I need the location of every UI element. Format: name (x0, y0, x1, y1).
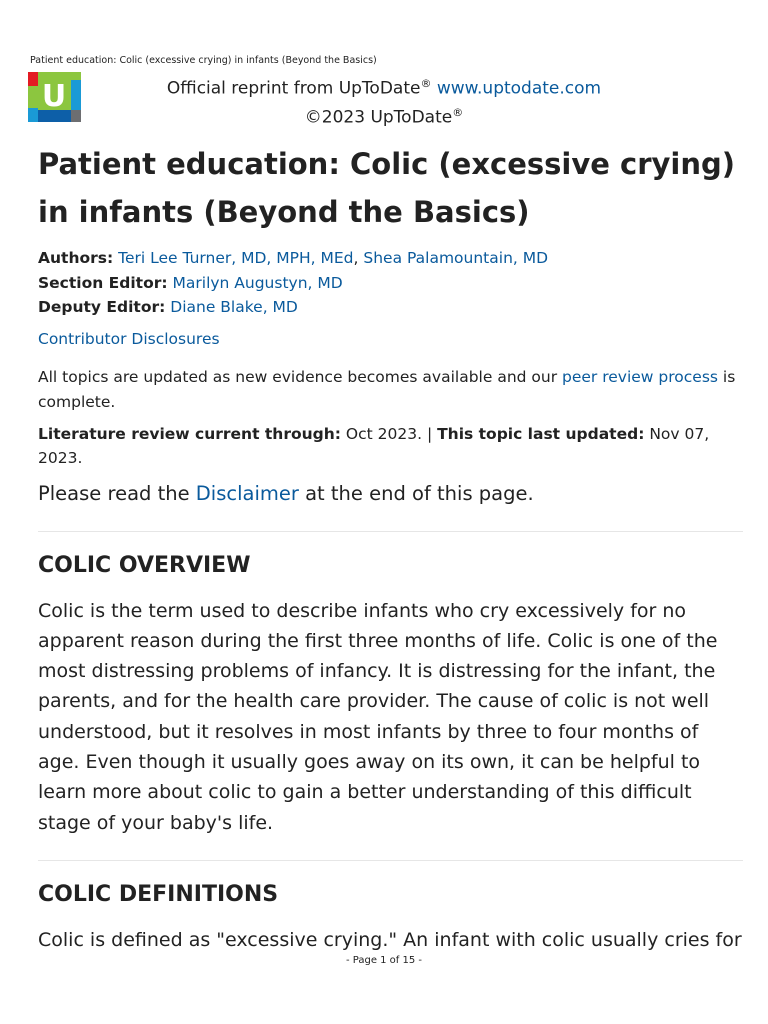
review-dates (38, 422, 743, 470)
article-content (38, 140, 743, 955)
reprint-notice (0, 72, 768, 129)
registered-mark: ® (420, 77, 432, 90)
reprint-prefix: Official reprint from UpToDate (166, 78, 421, 99)
uptodate-url-link[interactable]: www.uptodate.com (436, 78, 602, 99)
reprint-line-2 (0, 101, 768, 130)
section-text-definitions: Colic is defined as "excessive crying." An infant with colic usually cries for (38, 928, 742, 951)
section-editor-label: Section Editor: (38, 273, 168, 292)
disclaimer-text-1: Please read the (38, 481, 196, 505)
article-meta (38, 246, 743, 320)
page-number-footer: - Page 1 of 15 - (345, 955, 423, 966)
deputy-editor-link[interactable]: Diane Blake, MD (170, 298, 298, 316)
lit-review-value: Oct 2023. | (340, 424, 438, 443)
deputy-editor-row (38, 295, 743, 320)
lit-review-label: Literature review current through: (38, 424, 341, 443)
contributor-disclosures-row (38, 327, 743, 351)
logo-letter: U (41, 79, 67, 114)
section-text-overview: Colic is the term used to describe infants who cry excessively for no apparent reason during the first three months of life. Colic is one of the most distressing problems of infancy. It is distressing for the infant, the parents, and for the health care provider. The cause of colic is not well understood, but it resolves in most infants by three to four months of age. Even though it usually goes away on its own, it can be helpful to learn more about colic to gain a better understanding of this difficult stage of your baby's life. (38, 599, 718, 834)
peer-review-link[interactable]: peer review process (562, 367, 718, 386)
deputy-editor-label: Deputy Editor: (38, 298, 166, 316)
section-divider (38, 531, 743, 532)
section-editor-link[interactable]: Marilyn Augustyn, MD (172, 273, 343, 292)
disclaimer-text-2: at the end of this page. (298, 481, 534, 505)
update-policy-text-2: is complete. (38, 367, 736, 411)
disclaimer-notice (38, 479, 743, 509)
reprint-line-1 (0, 72, 768, 101)
update-policy (38, 365, 743, 415)
authors-row: Authors: Teri Lee Turner, MD, MPH, MEd, Shea Palamountain, MD (38, 249, 549, 267)
copyright-text: ©2023 UpToDate (304, 107, 453, 128)
contributor-disclosures-link[interactable]: Contributor Disclosures (38, 329, 220, 348)
authors-label: Authors: (38, 249, 114, 267)
section-editor-row (38, 271, 743, 296)
section-divider-2 (38, 860, 743, 861)
update-policy-text-1: All topics are updated as new evidence becomes available and our (38, 367, 563, 386)
section-heading-overview: COLIC OVERVIEW (38, 552, 251, 578)
last-updated-label: This topic last updated: (437, 424, 645, 443)
registered-mark-2: ® (452, 105, 464, 119)
author-link-1[interactable]: Teri Lee Turner, MD, MPH, MEd (118, 249, 354, 267)
last-updated-value: Nov 07, 2023. (38, 424, 710, 467)
author-link-2[interactable]: Shea Palamountain, MD (363, 249, 549, 267)
running-header: Patient education: Colic (excessive crying) in infants (Beyond the Basics) (30, 55, 377, 66)
article-title: Patient education: Colic (excessive crying) in infants (Beyond the Basics) (38, 147, 736, 229)
section-heading-definitions: COLIC DEFINITIONS (38, 881, 279, 907)
disclaimer-link[interactable]: Disclaimer (195, 481, 299, 505)
